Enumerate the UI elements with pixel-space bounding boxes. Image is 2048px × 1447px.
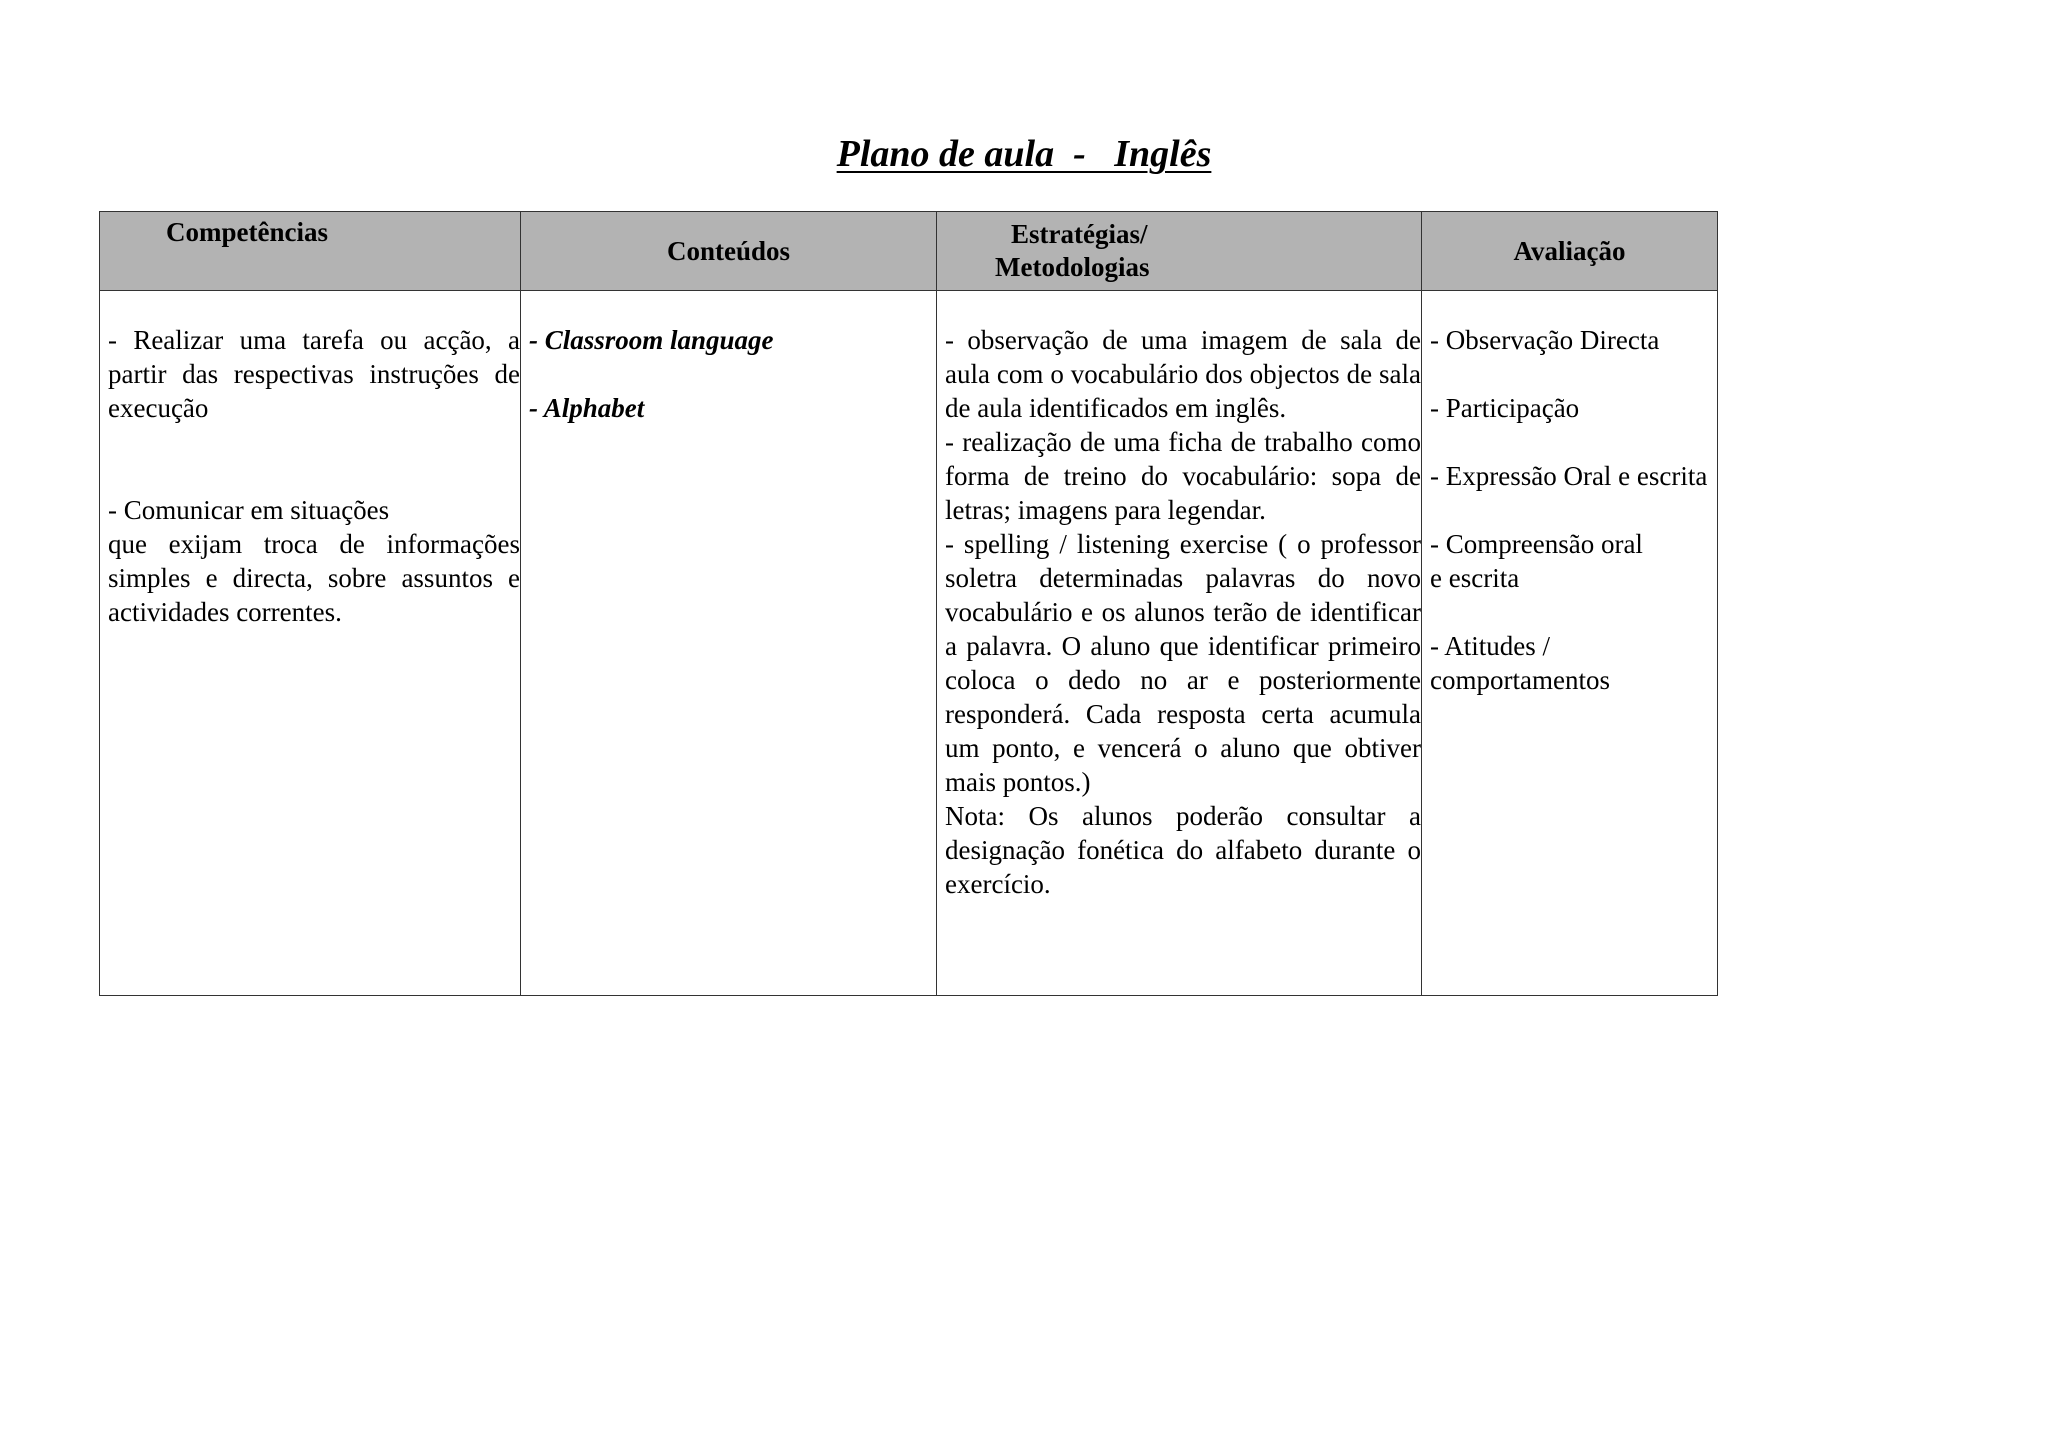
cell-estrategias <box>937 291 1422 996</box>
table-header-row <box>100 212 1718 291</box>
conteudo-item: - Classroom language <box>529 325 774 355</box>
competencia-item: - Comunicar em situações <box>108 495 390 525</box>
header-competencias: Competências <box>100 212 521 291</box>
avaliacao-item: e escrita <box>1430 563 1520 593</box>
estrategia-item: Nota: Os alunos poderão consultar a designação fonética do alfabeto durante o exercício. <box>945 801 1421 899</box>
estrategia-item: - observação de uma imagem de sala de aula com o vocabulário dos objectos de sala de aula identificados em inglês. <box>945 325 1421 423</box>
conteudo-item: - Alphabet <box>529 393 645 423</box>
avaliacao-item: - Observação Directa <box>1430 325 1660 355</box>
avaliacao-item: - Atitudes / <box>1430 631 1550 661</box>
avaliacao-item: comportamentos <box>1430 665 1610 695</box>
estrategia-item: - realização de uma ficha de trabalho como forma de treino do vocabulário: sopa de letras; imagens para legendar. <box>945 427 1421 525</box>
header-estrategias <box>937 212 1422 291</box>
header-estrategias-line2: Metodologias <box>995 252 1150 282</box>
page-title: Plano de aula - Inglês <box>836 133 1212 175</box>
header-estrategias-line1: Estratégias/ <box>1011 219 1148 249</box>
cell-avaliacao <box>1422 291 1718 996</box>
competencia-item: - Realizar uma tarefa ou acção, a partir das respectivas instruções de execução <box>108 325 520 423</box>
avaliacao-item: - Expressão Oral e escrita <box>1430 461 1708 491</box>
estrategia-item: - spelling / listening exercise ( o professor soletra determinadas palavras do novo vocabulário e os alunos terão de identificar a palavra. O aluno que identificar primeiro coloca o dedo no ar e posteriormente responderá. Cada resposta certa acumula um ponto, e vencerá o aluno que obtiver mais pontos.) <box>945 529 1421 797</box>
header-conteudos: Conteúdos <box>521 212 937 291</box>
cell-conteudos <box>521 291 937 996</box>
lesson-plan-table <box>99 211 1718 996</box>
competencia-item: que exijam troca de informações simples e directa, sobre assuntos e actividades correntes. <box>108 529 520 627</box>
avaliacao-item: - Participação <box>1430 393 1580 423</box>
header-avaliacao: Avaliação <box>1422 212 1718 291</box>
table-row <box>100 291 1718 996</box>
avaliacao-item: - Compreensão oral <box>1430 529 1643 559</box>
cell-competencias <box>100 291 521 996</box>
